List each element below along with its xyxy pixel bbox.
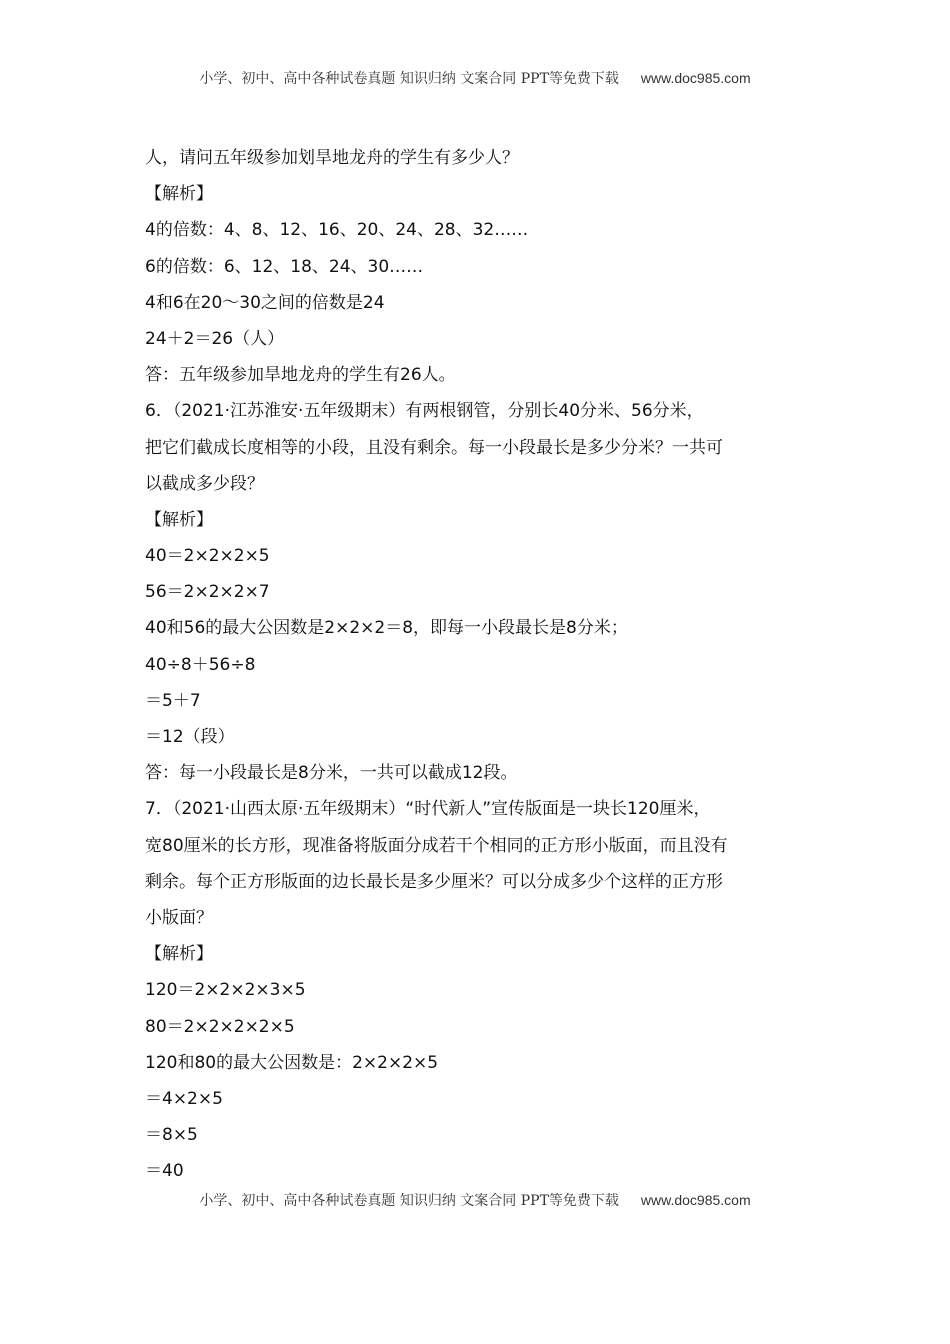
- footer-text: 小学、初中、高中各种试卷真题 知识归纳 文案合同 PPT等免费下载: [199, 1193, 619, 1209]
- question-6-line: 把它们截成长度相等的小段，且没有剩余。每一小段最长是多少分米？一共可: [145, 437, 723, 458]
- text-line: ＝4×2×5: [145, 1088, 223, 1109]
- text-line: 6的倍数：6、12、18、24、30……: [145, 256, 424, 277]
- text-line: ＝8×5: [145, 1125, 198, 1146]
- text-line: 40＝2×2×2×5: [145, 546, 270, 567]
- text-line: ＝40: [145, 1161, 184, 1182]
- text-line: 56＝2×2×2×7: [145, 582, 270, 603]
- text-line: 120和80的最大公因数是：2×2×2×5: [145, 1052, 439, 1073]
- text-line: ＝5＋7: [145, 690, 201, 711]
- text-line: 120＝2×2×2×3×5: [145, 980, 306, 1001]
- section-heading-analysis: 【解析】: [145, 944, 213, 965]
- answer-line: 答：五年级参加旱地龙舟的学生有26人。: [145, 365, 456, 386]
- footer-site-link[interactable]: www.doc985.com: [640, 1192, 751, 1208]
- question-6-line: 6．（2021·江苏淮安·五年级期末）有两根钢管，分别长40分米、56分米，: [145, 401, 704, 422]
- question-7-line: 剩余。每个正方形版面的边长最长是多少厘米？可以分成多少个这样的正方形: [145, 871, 723, 892]
- question-7-line: 7．（2021·山西太原·五年级期末）“时代新人”宣传版面是一块长120厘米，: [145, 799, 711, 820]
- text-line: 4的倍数：4、8、12、16、20、24、28、32……: [145, 220, 529, 241]
- question-7-line: 小版面？: [145, 907, 213, 928]
- page-footer: [0, 1190, 950, 1210]
- text-line: 80＝2×2×2×2×5: [145, 1016, 295, 1037]
- section-heading-analysis: 【解析】: [145, 184, 213, 205]
- answer-line: 答：每一小段最长是8分米，一共可以截成12段。: [145, 763, 518, 784]
- header-text: 小学、初中、高中各种试卷真题 知识归纳 文案合同 PPT等免费下载: [199, 71, 619, 87]
- text-line: 人，请问五年级参加划旱地龙舟的学生有多少人？: [145, 148, 519, 168]
- text-line: 40÷8＋56÷8: [145, 654, 256, 675]
- text-line: ＝12（段）: [145, 727, 235, 747]
- page-header: [0, 68, 950, 88]
- section-heading-analysis: 【解析】: [145, 509, 213, 530]
- text-line: 24＋2＝26（人）: [145, 328, 285, 349]
- document-body: [145, 140, 825, 1189]
- question-6-line: 以截成多少段？: [145, 473, 264, 494]
- header-site-link[interactable]: www.doc985.com: [640, 70, 751, 86]
- question-7-line: 宽80厘米的长方形，现准备将版面分成若干个相同的正方形小版面，而且没有: [145, 835, 728, 856]
- text-line: 40和56的最大公因数是2×2×2＝8，即每一小段最长是8分米；: [145, 618, 628, 639]
- text-line: 4和6在20～30之间的倍数是24: [145, 292, 385, 313]
